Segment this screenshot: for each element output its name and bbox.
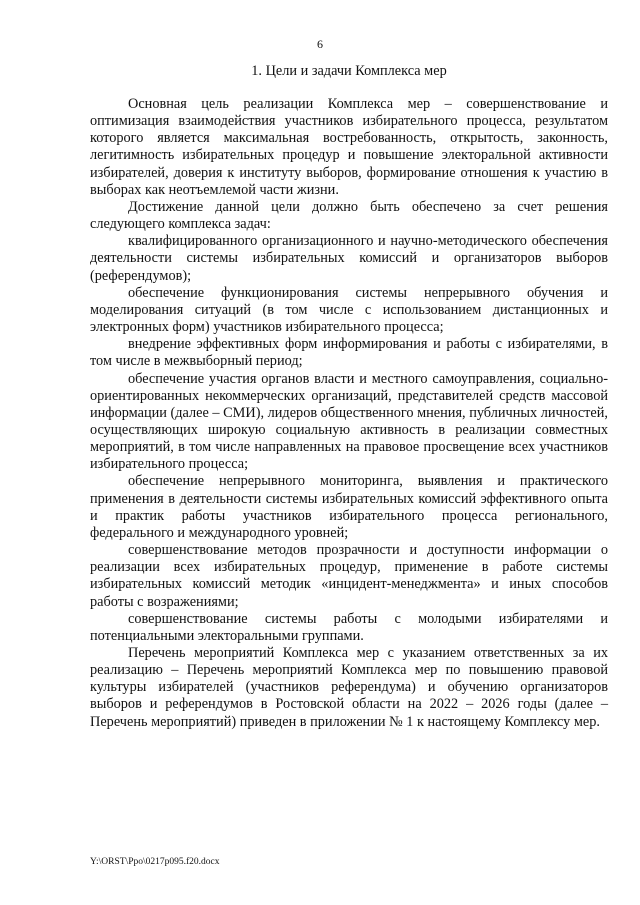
body-text	[90, 96, 608, 731]
paragraph-task-transparency: совершенствование методов прозрачности и доступности информации о реализации всех избирательных процедур, применение в работе системы избирательных комиссий методик «инцидент-менеджмента» и иных способов работы с возражениями;	[90, 542, 608, 610]
paragraph-main-goal: Основная цель реализации Комплекса мер – совершенствование и оптимизация взаимодействия участников избирательного процесса, результатом которого является максимальная востребованность, открытость, законность, легитимность избирательных процедур и повышение электоральной активности избирателей, доверия к институту выборов, формирование отношения к участию в выборах как неотъемлемой части жизни.	[90, 96, 608, 198]
paragraph-activities-list: Перечень мероприятий Комплекса мер с указанием ответственных за их реализацию – Перечень мероприятий Комплекса мер по повышению правовой культуры избирателей (участников референдума) и обучению организаторов выборов и референдумов в Ростовской области на 2022 – 2026 годы (далее – Перечень мероприятий) приведен в приложении № 1 к настоящему Комплексу мер.	[90, 645, 608, 730]
section-heading: 1. Цели и задачи Комплекса мер	[251, 63, 447, 79]
paragraph-tasks-intro: Достижение данной цели должно быть обеспечено за счет решения следующего комплекса задач:	[90, 198, 608, 233]
paragraph-task-young-voters: совершенствование системы работы с молодыми избирателями и потенциальными электоральными группами.	[90, 610, 608, 644]
page-number: 6	[317, 37, 323, 51]
paragraph-task-continuous-training: обеспечение функционирования системы непрерывного обучения и моделирования ситуаций (в том числе с использованием дистанционных и электронных форм) участников избирательного процесса;	[90, 284, 608, 336]
paragraph-task-participation: обеспечение участия органов власти и местного самоуправления, социально-ориентированных некоммерческих организаций, представителей средств массовой информации (далее – СМИ), лидеров общественного мнения, публичных личностей, осуществляющих широкую социальную активность в реализации совместных мероприятий, в том числе направленных на правовое просвещение всех участников избирательного процесса;	[90, 370, 608, 473]
footer-file-path: Y:\ORST\Ppo\0217p095.f20.docx	[90, 857, 220, 867]
paragraph-task-monitoring: обеспечение непрерывного мониторинга, выявления и практического применения в деятельности системы избирательных комиссий эффективного опыта и практик работы участников избирательного процесса регионального, федерального и международного уровней;	[90, 473, 608, 541]
paragraph-task-methodical-support: квалифицированного организационного и научно-методического обеспечения деятельности системы избирательных комиссий и организаторов выборов (референдумов);	[90, 233, 608, 284]
paragraph-task-informing-voters: внедрение эффективных форм информирования и работы с избирателями, в том числе в межвыборный период;	[90, 336, 608, 370]
